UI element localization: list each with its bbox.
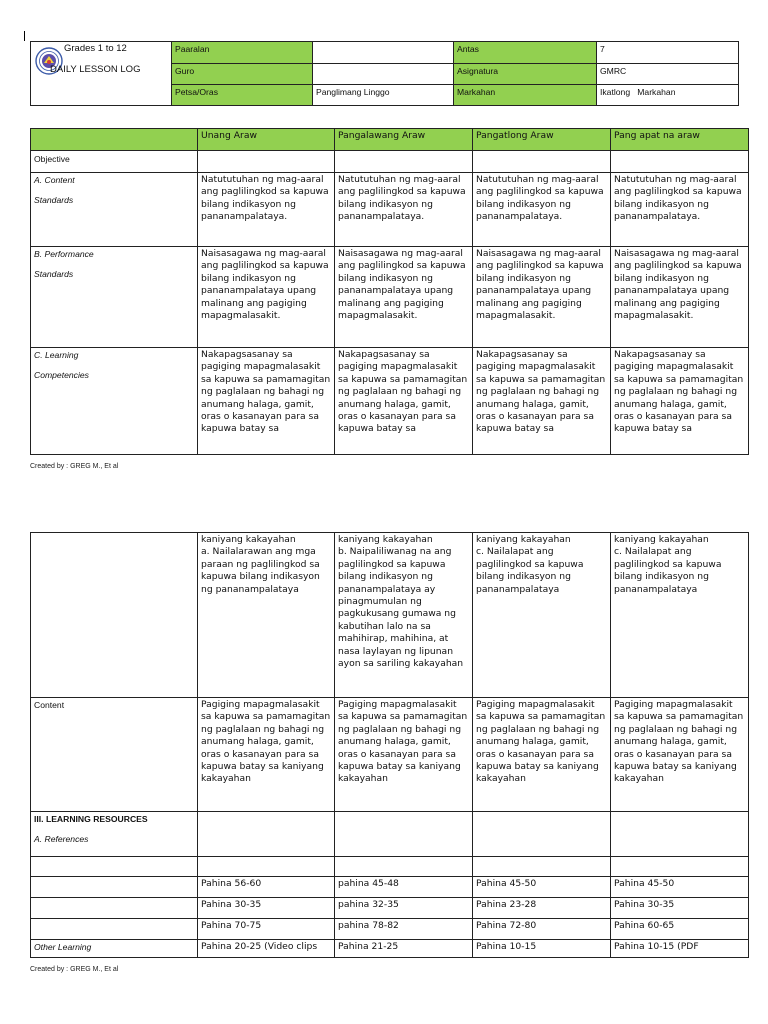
- performance-standards-cell: Naisasagawa ng mag-aaral ang paglilingkod sa kapuwa bilang indikasyon ng pananampalataya upang malinang ang pagiging mapagmalasakit.: [198, 247, 335, 348]
- continuation-line2: c. Nailalapat ang paglilingkod sa kapuwa bilang indikasyon ng pananampalataya: [476, 546, 584, 595]
- continuation-line2: b. Naipaliliwanag na ang paglilingkod sa kapuwa bilang indikasyon ng pananampalataya ay pinagmumulan ng pagkukusang gumawa ng kabutihan lalo na sa mahihirap, mahihina, at nasa laylayan ng lipunan ayon sa sariling kakayahan: [338, 546, 464, 670]
- continuation-line1: kaniyang kakayahan: [201, 534, 296, 545]
- page-row-label: [31, 919, 198, 940]
- continuation-line2: a. Nailalarawan ang mga paraan ng paglilingkod sa kapuwa bilang indikasyon ng pananampalataya: [201, 546, 320, 595]
- page-ref-cell: Pahina 23-28: [473, 898, 611, 919]
- page-ref-cell: pahina 32-35: [335, 898, 473, 919]
- footer-credit-page1: Created by : GREG M., Et al: [30, 463, 119, 470]
- page-ref-cell: pahina 78-82: [335, 919, 473, 940]
- page-ref-cell: Pahina 70-75: [198, 919, 335, 940]
- petsa-oras-value: Panglimang Linggo: [313, 85, 454, 106]
- text-cursor-mark: [24, 31, 25, 41]
- header-table: [30, 41, 739, 106]
- page-ref-cell: Pahina 60-65: [611, 919, 749, 940]
- guro-label: Guro: [172, 64, 313, 85]
- content-cell: Pagiging mapagmalasakit sa kapuwa sa pamamagitan ng paglalaan ng bahagi ng anumang halaga, gamit, oras o kasanayan para sa kapuwa batay sa kaniyang kakayahan: [335, 698, 473, 812]
- continuation-cell: [198, 533, 335, 698]
- learning-competencies-label-1: C. Learning: [34, 350, 79, 360]
- content-label: Content: [31, 698, 198, 812]
- content-standards-cell: Natututuhan ng mag-aaral ang paglilingkod sa kapuwa bilang indikasyon ng pananampalataya.: [335, 173, 473, 247]
- learning-competencies-cell: Nakapagsasanay sa pagiging mapagmalasakit sa kapuwa sa pamamagitan ng paglalaan ng bahagi ng anumang halaga, gamit, oras o kasanayan para sa kapuwa batay sa: [198, 348, 335, 455]
- learning-resources-label: [31, 812, 198, 857]
- asignatura-value: GMRC: [597, 64, 739, 85]
- asignatura-label: Asignatura: [454, 64, 597, 85]
- learning-competencies-cell: Nakapagsasanay sa pagiging mapagmalasakit sa kapuwa sa pamamagitan ng paglalaan ng bahagi ng anumang halaga, gamit, oras o kasanayan para sa kapuwa batay sa: [335, 348, 473, 455]
- learning-resources-heading: III. LEARNING RESOURCES: [34, 814, 148, 824]
- learning-competencies-cell: Nakapagsasanay sa pagiging mapagmalasakit sa kapuwa sa pamamagitan ng paglalaan ng bahagi ng anumang halaga, gamit, oras o kasanayan para sa kapuwa batay sa: [473, 348, 611, 455]
- content-standards-label: [31, 173, 198, 247]
- petsa-oras-label: Petsa/Oras: [172, 85, 313, 106]
- continuation-label-cell: [31, 533, 198, 698]
- day-header-blank: [31, 129, 198, 151]
- day-header-4: Pang apat na araw: [611, 129, 749, 151]
- antas-label: Antas: [454, 42, 597, 64]
- page-ref-cell: Pahina 30-35: [611, 898, 749, 919]
- performance-standards-label-2: Standards: [34, 269, 74, 280]
- continuation-cell: [611, 533, 749, 698]
- grades-label: Grades 1 to 12: [64, 43, 127, 54]
- continuation-line2: c. Nailalapat ang paglilingkod sa kapuwa bilang indikasyon ng pananampalataya: [614, 546, 722, 595]
- other-learning-label: Other Learning: [31, 940, 198, 958]
- blank-row-cell: [198, 857, 335, 877]
- antas-value: 7: [597, 42, 739, 64]
- performance-standards-label-1: B. Performance: [34, 249, 94, 259]
- content-standards-cell: Natututuhan ng mag-aaral ang paglilingkod sa kapuwa bilang indikasyon ng pananampalataya.: [198, 173, 335, 247]
- blank-row-cell: [335, 857, 473, 877]
- header-logo-cell: [31, 42, 172, 106]
- continuation-cell: [473, 533, 611, 698]
- content-cell: Pagiging mapagmalasakit sa kapuwa sa pamamagitan ng paglalaan ng bahagi ng anumang halaga, gamit, oras o kasanayan para sa kapuwa batay sa kaniyang kakayahan: [198, 698, 335, 812]
- day-header-1: Unang Araw: [198, 129, 335, 151]
- references-cell: [611, 812, 749, 857]
- learning-competencies-cell: Nakapagsasanay sa pagiging mapagmalasakit sa kapuwa sa pamamagitan ng paglalaan ng bahagi ng anumang halaga, gamit, oras o kasanayan para sa kapuwa batay sa: [611, 348, 749, 455]
- continuation-line1: kaniyang kakayahan: [338, 534, 433, 545]
- performance-standards-cell: Naisasagawa ng mag-aaral ang paglilingkod sa kapuwa bilang indikasyon ng pananampalataya upang malinang ang pagiging mapagmalasakit.: [611, 247, 749, 348]
- continuation-line1: kaniyang kakayahan: [614, 534, 709, 545]
- page-ref-cell: pahina 45-48: [335, 877, 473, 898]
- performance-standards-cell: Naisasagawa ng mag-aaral ang paglilingkod sa kapuwa bilang indikasyon ng pananampalataya upang malinang ang pagiging mapagmalasakit.: [473, 247, 611, 348]
- other-learning-cell: Pahina 10-15 (PDF: [611, 940, 749, 958]
- content-standards-label-1: A. Content: [34, 175, 75, 185]
- content-standards-cell: Natututuhan ng mag-aaral ang paglilingkod sa kapuwa bilang indikasyon ng pananampalataya.: [473, 173, 611, 247]
- objective-cell: [611, 151, 749, 173]
- content-cell: Pagiging mapagmalasakit sa kapuwa sa pamamagitan ng paglalaan ng bahagi ng anumang halaga, gamit, oras o kasanayan para sa kapuwa batay sa kaniyang kakayahan: [611, 698, 749, 812]
- performance-standards-cell: Naisasagawa ng mag-aaral ang paglilingkod sa kapuwa bilang indikasyon ng pananampalataya upang malinang ang pagiging mapagmalasakit.: [335, 247, 473, 348]
- day-header-2: Pangalawang Araw: [335, 129, 473, 151]
- other-learning-cell: Pahina 20-25 (Video clips: [198, 940, 335, 958]
- markahan-label: Markahan: [454, 85, 597, 106]
- references-cell: [198, 812, 335, 857]
- blank-row-cell: [611, 857, 749, 877]
- content-cell: Pagiging mapagmalasakit sa kapuwa sa pamamagitan ng paglalaan ng bahagi ng anumang halaga, gamit, oras o kasanayan para sa kapuwa batay sa kaniyang kakayahan: [473, 698, 611, 812]
- page-ref-cell: Pahina 45-50: [611, 877, 749, 898]
- references-label: A. References: [34, 834, 89, 845]
- objective-cell: [198, 151, 335, 173]
- page-ref-cell: Pahina 72-80: [473, 919, 611, 940]
- page-ref-cell: Pahina 56-60: [198, 877, 335, 898]
- continuation-line1: kaniyang kakayahan: [476, 534, 571, 545]
- page-ref-cell: Pahina 30-35: [198, 898, 335, 919]
- continuation-cell: [335, 533, 473, 698]
- daily-lesson-log-title: DAILY LESSON LOG: [50, 64, 141, 75]
- blank-row-cell: [31, 857, 198, 877]
- lesson-table-page1: [30, 128, 749, 455]
- learning-competencies-label: [31, 348, 198, 455]
- footer-credit-page2: Created by : GREG M., Et al: [30, 966, 119, 973]
- guro-value: [313, 64, 454, 85]
- content-standards-cell: Natututuhan ng mag-aaral ang paglilingkod sa kapuwa bilang indikasyon ng pananampalataya.: [611, 173, 749, 247]
- page-ref-cell: Pahina 45-50: [473, 877, 611, 898]
- learning-competencies-label-2: Competencies: [34, 370, 89, 381]
- content-standards-label-2: Standards: [34, 195, 74, 206]
- paaralan-label: Paaralan: [172, 42, 313, 64]
- objective-label: Objective: [31, 151, 198, 173]
- other-learning-cell: Pahina 10-15: [473, 940, 611, 958]
- lesson-table-page2: [30, 532, 749, 958]
- performance-standards-label: [31, 247, 198, 348]
- objective-cell: [335, 151, 473, 173]
- page-row-label: [31, 877, 198, 898]
- page-row-label: [31, 898, 198, 919]
- references-cell: [473, 812, 611, 857]
- other-learning-cell: Pahina 21-25: [335, 940, 473, 958]
- references-cell: [335, 812, 473, 857]
- blank-row-cell: [473, 857, 611, 877]
- day-header-3: Pangatlong Araw: [473, 129, 611, 151]
- objective-cell: [473, 151, 611, 173]
- paaralan-value: [313, 42, 454, 64]
- markahan-value: Ikatlong Markahan: [597, 85, 739, 106]
